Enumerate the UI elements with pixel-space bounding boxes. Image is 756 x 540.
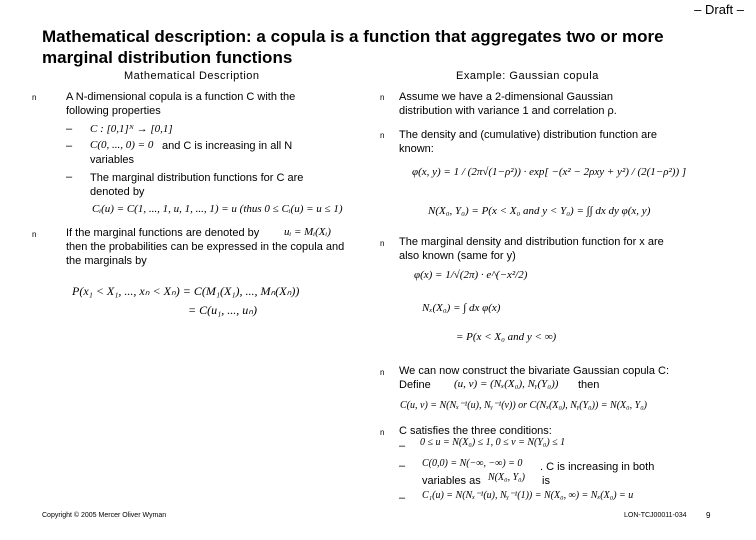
dash-marker: – <box>399 440 406 452</box>
right-bullet-5: C satisfies the three conditions: <box>399 425 552 437</box>
left-sub1-math: C : [0,1]ᴺ → [0,1] <box>90 123 173 135</box>
left-sub3-text: The marginal distribution functions for C are denoted by <box>90 172 304 198</box>
right-bullet-2: The density and (cumulative) distribution function are known: <box>399 129 658 155</box>
probability-equation-2: = C(u₁, ..., uₙ) <box>188 303 258 317</box>
cdf-equation: N(X₀, Y₀) = P(x < X₀ and y < Y₀) = ∫∫ dx dy φ(x, y) <box>428 205 651 217</box>
condition-1: 0 ≤ u = N(X₀) ≤ 1, 0 ≤ v = N(Y₀) ≤ 1 <box>420 437 566 448</box>
density-equation: φ(x, y) = 1 / (2π√(1−ρ²)) · exp[ −(x² − 2ρxy + y²) / (2(1−ρ²)) ] <box>412 166 687 178</box>
probability-equation-1: P(x₁ < X₁, ..., xₙ < Xₙ) = C(M₁(X₁), ..., Mₙ(Xₙ)) <box>72 284 300 298</box>
bullet-marker: n <box>32 93 37 102</box>
left-bullet-2-pre: If the marginal functions are denoted by <box>66 227 260 239</box>
condition-2-math: C(0,0) = N(−∞, −∞) = 0 <box>422 458 523 469</box>
right-bullet-4-math: (u, v) = (Nₓ(X₀), Nᵧ(Y₀)) <box>454 378 559 390</box>
marginal-cdf-equation: Nₓ(X₀) = ∫ dx φ(x) <box>422 302 501 314</box>
marginal-density-equation: φ(x) = 1/√(2π) · e^(−x²/2) <box>414 269 528 281</box>
left-bullet-2-math: uᵢ = Mᵢ(Xᵢ) <box>284 226 331 238</box>
bullet-marker: n <box>380 428 385 437</box>
page-number: 9 <box>706 511 711 520</box>
bullet-marker: n <box>380 131 385 140</box>
condition-2-text: . C is increasing in both variables as <box>422 461 655 487</box>
left-bullet-1: A N-dimensional copula is a function C with the following properties <box>66 91 296 117</box>
left-sub2-text: and C is increasing in all N variables <box>90 140 293 166</box>
dash-marker: – <box>399 492 406 504</box>
right-bullet-1: Assume we have a 2-dimensional Gaussian distribution with variance 1 and correlation ρ. <box>399 91 617 117</box>
bullet-marker: n <box>380 239 385 248</box>
condition-2-math-2: N(X₀, Y₀) <box>488 472 525 483</box>
slide-title: Mathematical description: a copula is a function that aggregates two or more marginal distribution functions <box>42 27 664 67</box>
bullet-marker: n <box>380 93 385 102</box>
copyright-text: Copyright © 2005 Mercer Oliver Wyman <box>42 512 167 519</box>
draft-label: – Draft – <box>694 2 744 17</box>
left-bullet-2-post: then the probabilities can be expressed in the copula and the marginals by <box>66 241 345 267</box>
bullet-marker: n <box>32 230 37 239</box>
condition-3: C₁(u) = N(Nₓ⁻¹(u), Nᵧ⁻¹(1)) = N(X₀, ∞) = Nₓ(X₀) = u <box>422 490 634 501</box>
right-bullet-3: The marginal density and distribution function for x are also known (same for y) <box>399 236 664 262</box>
right-bullet-4-post: then <box>578 379 600 391</box>
left-sub3-math: Cᵢ(u) = C(1, ..., 1, u, 1, ..., 1) = u (thus 0 ≤ Cᵢ(u) = u ≤ 1) <box>92 203 343 215</box>
right-heading: Example: Gaussian copula <box>456 70 599 82</box>
marginal-probability: = P(x < X₀ and y < ∞) <box>456 331 557 343</box>
left-heading: Mathematical Description <box>124 70 260 82</box>
left-sub2-math: C(0, ..., 0) = 0 <box>90 139 154 151</box>
document-code: LON-TCJ00011-034 <box>624 512 687 519</box>
bullet-marker: n <box>380 368 385 377</box>
dash-marker: – <box>66 140 73 152</box>
dash-marker: – <box>66 171 73 183</box>
dash-marker: – <box>399 460 406 472</box>
condition-2-end: is <box>542 475 550 487</box>
copula-equation: C(u, v) = N(Nₓ⁻¹(u), Nᵧ⁻¹(v)) or C(Nₓ(X₀), Nᵧ(Y₀)) = N(X₀, Y₀) <box>400 400 647 411</box>
dash-marker: – <box>66 123 73 135</box>
right-bullet-4-pre: We can now construct the bivariate Gaussian copula C: Define <box>399 365 670 391</box>
